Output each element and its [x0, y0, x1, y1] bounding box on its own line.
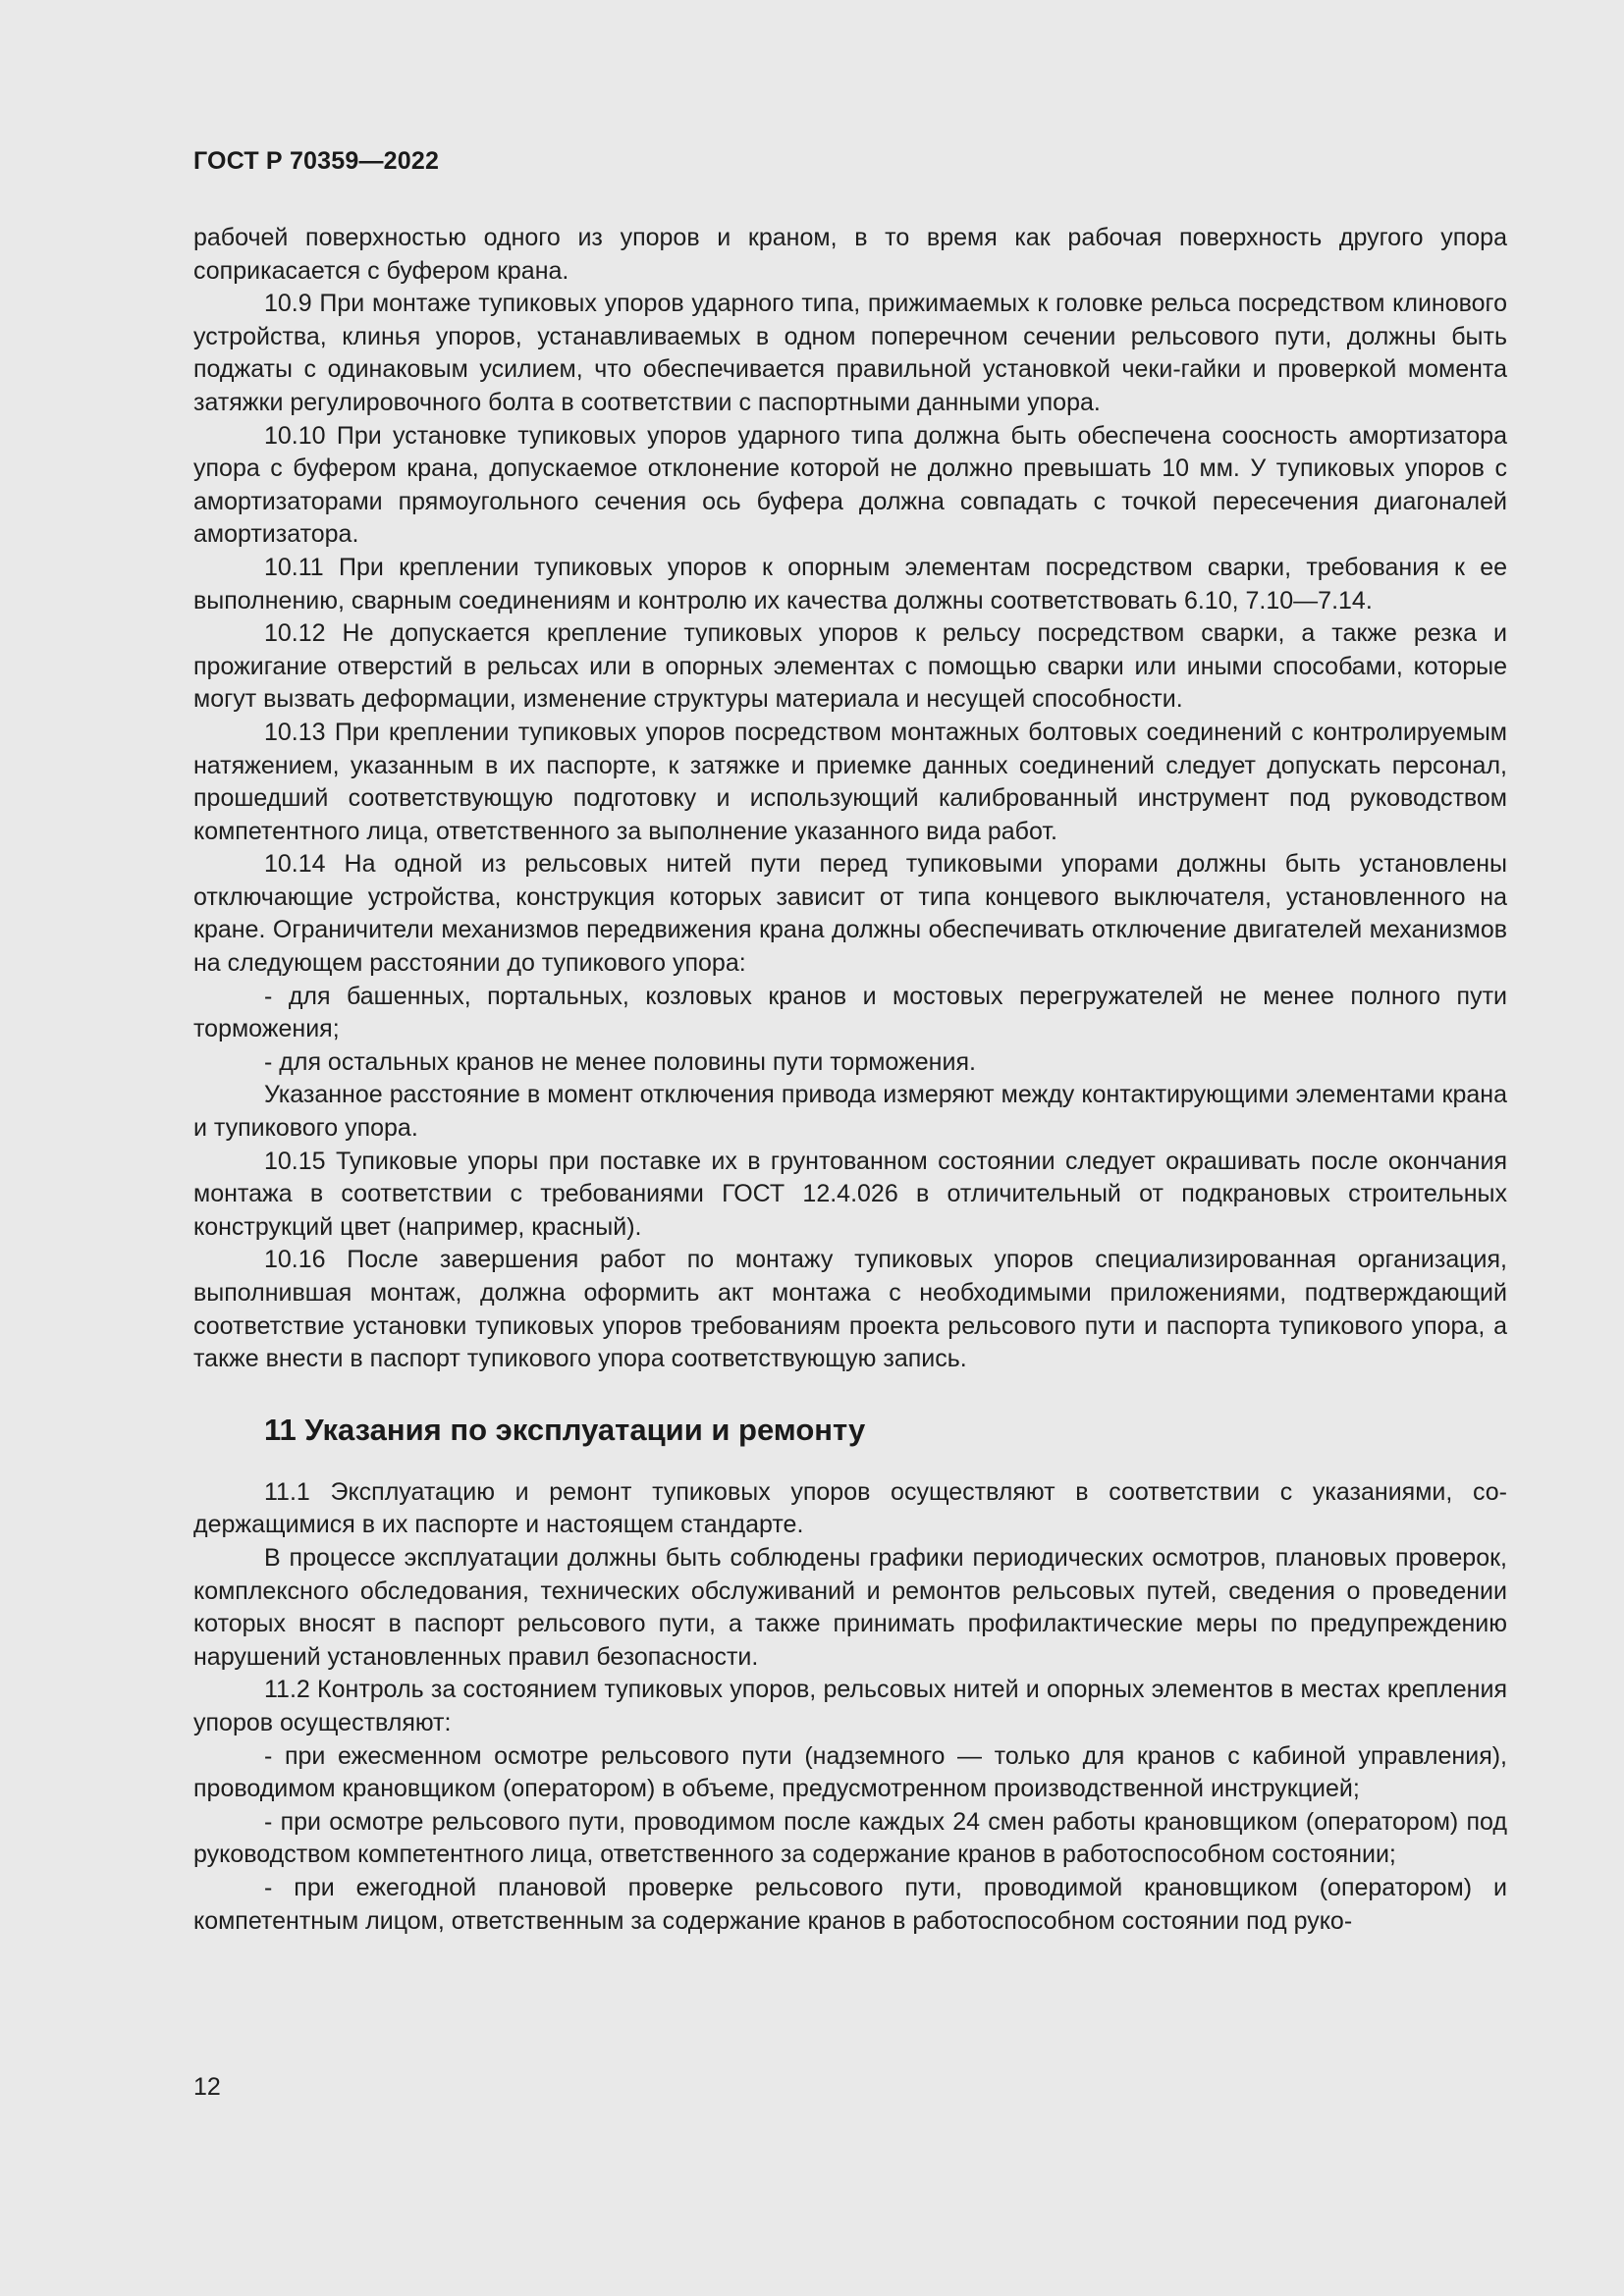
page-number: 12 — [193, 2073, 221, 2101]
paragraph-11-1: 11.1 Эксплуатацию и ремонт тупиковых упоров осуществляют в соответствии с указаниями, содержащимися в их паспорте и настоящем стандарте. — [193, 1477, 1507, 1539]
list-item-shift-inspection: - при ежесменном осмотре рельсового пути (надземного — только для кранов с кабиной управления), проводимом крановщиком (оператором) в объеме, предусмотренном производственной инструкцией; — [193, 1741, 1507, 1803]
paragraph-10-13: 10.13 При креплении тупиковых упоров посредством монтажных болтовых соединений с контролируемым натяжением, указанным в их паспорте, к затяжке и приемке данных соединений следует допускать персонал, прошедший соответствующую подготовку и использующий калиброванный инструмент под руководством компетентного лица, ответственного за выполнение указанного вида работ. — [193, 718, 1507, 845]
document-header: ГОСТ Р 70359—2022 — [193, 147, 440, 175]
paragraph-10-12: 10.12 Не допускается крепление тупиковых упоров к рельсу посредством сварки, а также резка и прожигание отверстий в рельсах или в опорных элементах с помощью сварки или иными способами, которые могут вызвать деформации, изменение структуры материала и несущей способности. — [193, 619, 1507, 714]
paragraph-10-9: 10.9 При монтаже тупиковых упоров ударного типа, прижимаемых к головке рельса посредством клинового устройства, клинья упоров, устанавливаемых в одном поперечном сечении рельсового пути, должны быть поджаты с одинаковым усилием, что обеспечивается правильной установкой чеки-гайки и проверкой момента затяжки регулировочного болта в соответствии с паспортными данными упора. — [193, 290, 1507, 416]
document-body — [193, 222, 1507, 1938]
paragraph-11-2: 11.2 Контроль за состоянием тупиковых упоров, рельсовых нитей и опорных элементов в местах крепления упоров осуществляют: — [193, 1676, 1507, 1736]
paragraph-10-11: 10.11 При креплении тупиковых упоров к опорным элементам посредством сварки, требования к ее выполнению, сварным соединениям и контролю их качества должны соответствовать 6.10, 7.10—7.14. — [193, 553, 1507, 614]
paragraph-10-16: 10.16 После завершения работ по монтажу тупиковых упоров специализированная организация, выполнившая монтаж, должна оформить акт монтажа с необходимыми приложениями, подтверждающий соответствие установки тупиковых упоров требованиям проекта рельсового пути и паспорта тупикового упора, а также внести в паспорт тупикового упора соответствующую запись. — [193, 1246, 1507, 1373]
paragraph-operation-schedule: В процессе эксплуатации должны быть соблюдены графики периодических осмотров, плановых проверок, комплексного обследования, технических обслуживаний и ремонтов рельсовых путей, сведения о проведении которых вносят в паспорт рельсового пути, а также принимать профилактические меры по предупреждению нарушений установленных правил безопасности. — [193, 1543, 1507, 1671]
list-item-tower-cranes: - для башенных, портальных, козловых кранов и мостовых перегружателей не менее полного пути торможения; — [193, 982, 1507, 1043]
paragraph-10-15: 10.15 Тупиковые упоры при поставке их в грунтованном состоянии следует окрашивать после окончания монтажа в соответствии с требованиями ГОСТ 12.4.026 в отличительный от подкрановых строительных конструкций цвет (например, красный). — [193, 1147, 1507, 1241]
section-title: 11 Указания по эксплуатации и ремонту — [264, 1412, 866, 1447]
list-item-annual-inspection: - при ежегодной плановой проверке рельсового пути, проводимой крановщиком (оператором) и компетентным лицом, ответственным за содержание кранов в работоспособном состоянии под руко- — [193, 1873, 1507, 1935]
list-item-24-shift-inspection: - при осмотре рельсового пути, проводимом после каждых 24 смен работы крановщиком (оператором) под руководством компетентного лица, ответственного за содержание кранов в работоспособном состоянии; — [193, 1807, 1507, 1869]
paragraph-continuation: рабочей поверхностью одного из упоров и краном, в то время как рабочая поверхность другого упора соприкасается с буфером крана. — [193, 224, 1507, 285]
paragraph-distance-note: Указанное расстояние в момент отключения привода измеряют между контактирующими элементами крана и тупикового упора. — [193, 1081, 1507, 1143]
list-item-other-cranes: - для остальных кранов не менее половины пути торможения. — [264, 1047, 976, 1076]
paragraph-10-10: 10.10 При установке тупиковых упоров ударного типа должна быть обеспечена соосность амортизатора упора с буфером крана, допускаемое отклонение которой не должно превышать 10 мм. У тупиковых упоров с амортизаторами прямоугольного сечения ось буфера должна совпадать с точкой пересечения диагоналей амортизатора. — [193, 421, 1507, 549]
paragraph-10-14: 10.14 На одной из рельсовых нитей пути перед тупиковыми упорами должны быть установлены отключающие устройства, конструкция которых зависит от типа концевого выключателя, установленного на кране. Ограничители механизмов передвижения крана должны обеспечивать отключение двигателей механизмов на следующем расстоянии до тупикового упора: — [193, 850, 1507, 978]
